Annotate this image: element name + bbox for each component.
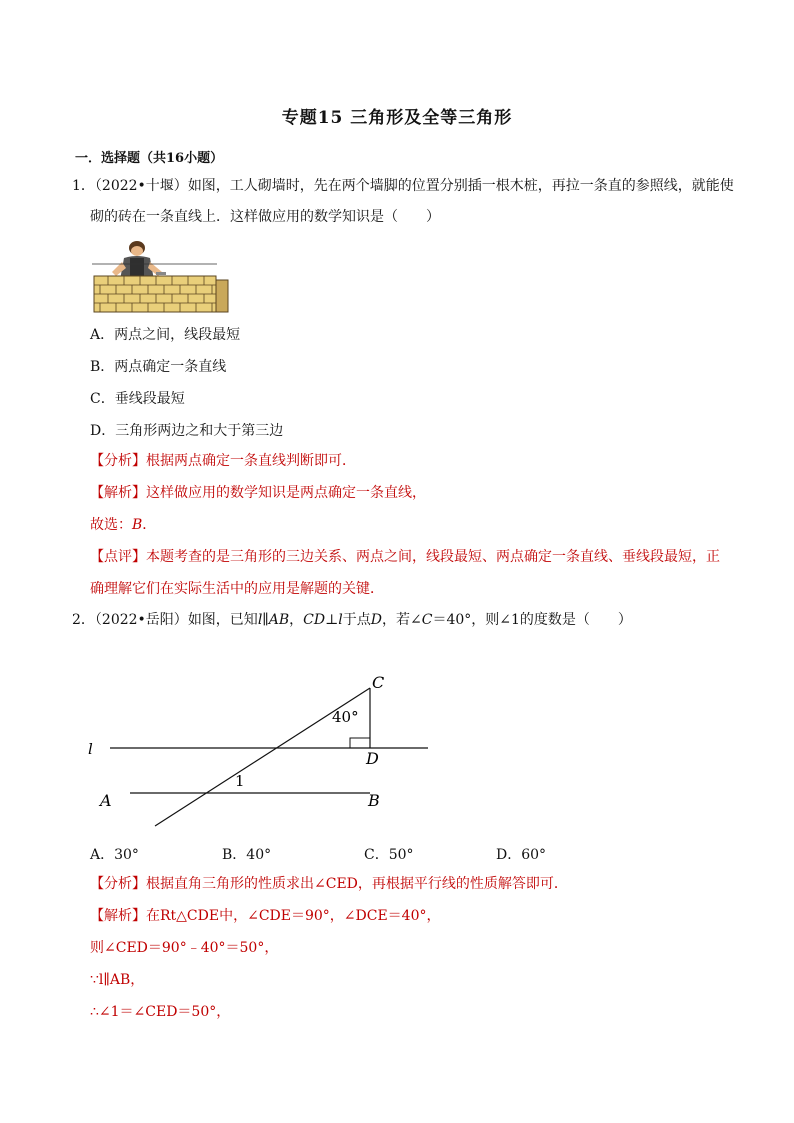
label-angle-40: 40° [332,708,359,726]
q1-answer-letter: B [132,517,143,533]
q2-solution-tag: 【解析】 [90,908,146,924]
q2-source: （2022•岳阳） [94,612,188,628]
q2-solution-line1 [90,907,441,925]
q2-stem-a: 如图，已知 [187,612,258,628]
q1-comment-text1: 本题考查的是三角形的三边关系、两点之间，线段最短、两点确定一条直线、垂线段最短，正 [146,549,720,565]
q2-option-a: A．30° [90,847,139,863]
q2-number: 2． [72,612,95,628]
label-angle-1: 1 [235,772,245,790]
q2-stem-perp: ⊥ [325,612,339,628]
q2-stem-d: D [370,612,382,628]
q2-stem [72,611,632,629]
q2-option-d: D．60° [496,847,547,863]
label-a: A [100,791,112,810]
q2-option-b: B．40° [222,847,272,863]
q1-source: （2022•十堰） [94,178,188,194]
label-l: l [88,740,93,758]
right-angle-mark [350,738,370,748]
q2-solution-text1: 在Rt△CDE中，∠CDE＝90°，∠DCE＝40°， [146,908,441,924]
q2-stem-ab: AB [268,612,290,628]
q1-option-c: C．垂线段最短 [90,391,185,407]
q1-comment-tag: 【点评】 [90,549,146,565]
q2-stem-l: l [257,612,263,628]
q1-answer [90,516,156,534]
q1-comment-line1 [90,548,720,566]
q2-stem-c: 于点 [342,612,371,628]
q2-solution-line3: ∵l∥AB， [90,972,145,988]
q1-analysis-text: 根据两点确定一条直线判断即可． [146,453,356,469]
q1-text-line1: 如图，工人砌墙时，先在两个墙脚的位置分别插一根木桩，再拉一条直的参照线，就能使 [187,178,734,194]
q1-solution [90,484,426,502]
q2-stem-b: ， [289,612,304,628]
q1-solution-text: 这样做应用的数学知识是两点确定一条直线， [146,485,426,501]
q2-stem-cd: CD [303,612,326,628]
q1-analysis [90,452,356,470]
q2-stem-f: ＝40°，则∠1的度数是（ ） [432,612,632,628]
page-title: 专题15 三角形及全等三角形 [281,108,513,128]
q2-analysis [90,875,568,893]
q1-stem-line2: 砌的砖在一条直线上．这样做应用的数学知识是（ ） [90,209,440,225]
q2-solution-line2: 则∠CED＝90°﹣40°＝50°， [90,940,279,956]
q2-analysis-tag: 【分析】 [90,876,146,892]
q2-analysis-text: 根据直角三角形的性质求出∠CED，再根据平行线的性质解答即可． [146,876,568,892]
q2-stem-e: ，若∠ [382,612,422,628]
q2-solution-line4: ∴∠1＝∠CED＝50°， [90,1004,231,1020]
q2-option-c: C．50° [364,847,414,863]
q1-option-d: D．三角形两边之和大于第三边 [90,423,284,439]
worker-figure [112,241,166,280]
q1-number: 1． [72,178,95,194]
q2-stem-parallel: ∥ [262,612,269,628]
label-d: D [366,749,379,768]
label-c: C [372,673,385,692]
q1-answer-prefix: 故选： [90,517,132,533]
q1-option-a: A．两点之间，线段最短 [90,327,241,343]
q2-geometry-figure [80,668,440,833]
q1-analysis-tag: 【分析】 [90,453,146,469]
label-b: B [368,791,380,810]
q1-answer-suffix: ． [142,517,157,533]
bricklayer-wall-image [92,240,232,314]
section-heading: 一．选择题（共16小题） [75,151,224,166]
q2-stem-l2: l [338,612,343,628]
q1-stem-line1 [72,177,734,195]
q2-stem-cc: C [421,612,433,628]
q1-option-b: B．两点确定一条直线 [90,359,227,375]
q1-comment-line2: 确理解它们在实际生活中的应用是解题的关键． [90,581,384,597]
q1-solution-tag: 【解析】 [90,485,146,501]
